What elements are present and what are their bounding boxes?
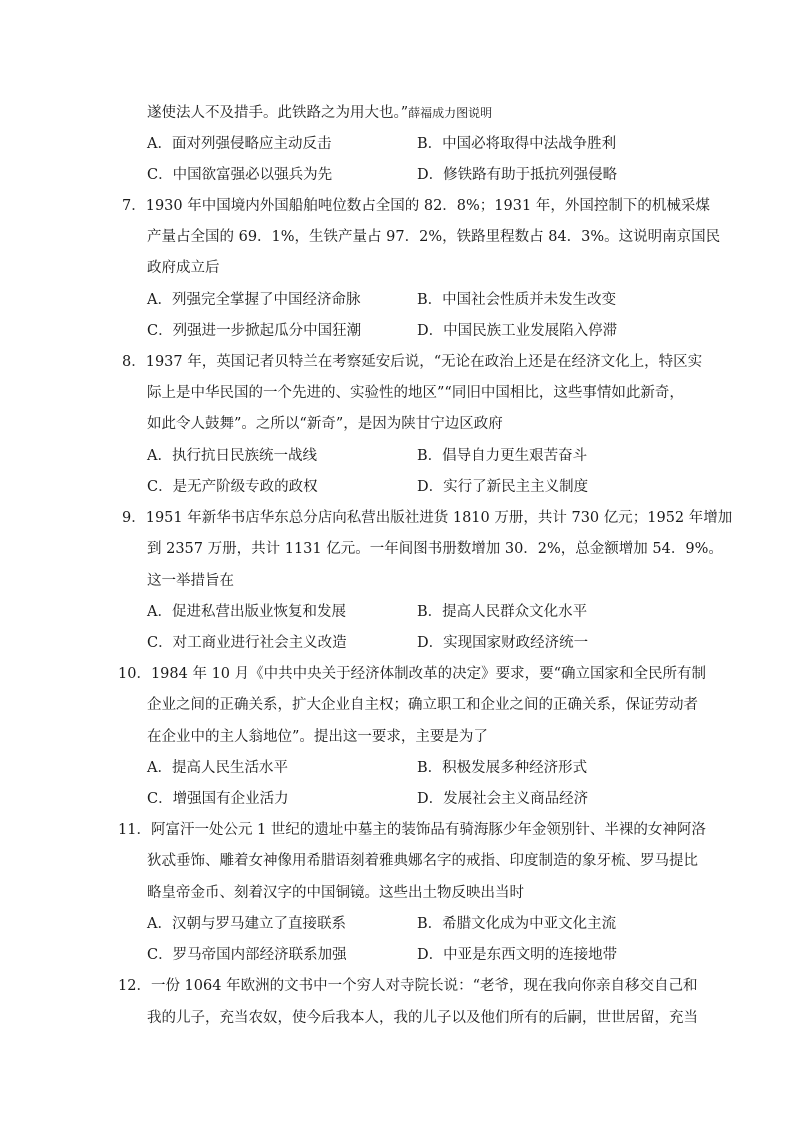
intro-source: 薛福成力图说明 — [408, 106, 493, 120]
question-8-stem-line — [122, 352, 702, 372]
question-number: 9． — [122, 510, 146, 526]
question-11-stem-line — [118, 820, 706, 840]
question-12-stem-line — [118, 976, 697, 996]
option-c[interactable]: C．对工商业进行社会主义改造 — [147, 635, 347, 651]
option-b[interactable]: B．积极发展多种经济形式 — [417, 760, 588, 776]
stem-text: 企业之间的正确关系，扩大企业自主权；确立职工和企业之间的正确关系，保证劳动者 — [147, 697, 698, 713]
option-d[interactable]: D．中亚是东西文明的连接地带 — [417, 947, 618, 963]
question-number: 12． — [118, 978, 151, 994]
stem-text: 如此令人鼓舞”。之所以“新奇”，是因为陕甘宁边区政府 — [147, 416, 503, 432]
option-c[interactable]: C．增强国有企业活力 — [147, 791, 289, 807]
option-c[interactable]: C．中国欲富强必以强兵为先 — [147, 167, 333, 183]
option-d[interactable]: D．发展社会主义商品经济 — [417, 791, 589, 807]
stem-text: 1951 年新华书店华东总分店向私营出版社进货 1810 万册，共计 730 亿元；1952 年增加 — [145, 510, 733, 526]
option-d[interactable]: D．实行了新民主主义制度 — [417, 479, 589, 495]
option-a[interactable]: A．列强完全掌握了中国经济命脉 — [147, 292, 361, 308]
option-a[interactable]: A．执行抗日民族统一战线 — [147, 448, 317, 464]
option-d[interactable]: D．实现国家财政经济统一 — [417, 635, 589, 651]
question-number: 10． — [118, 666, 151, 682]
stem-text: 1930 年中国境内外国船舶吨位数占全国的 82．8%；1931 年，外国控制下的机械采煤 — [145, 198, 710, 214]
stem-text: 1984 年 10 月《中共中央关于经济体制改革的决定》要求，要“确立国家和全民所有制 — [150, 666, 707, 682]
stem-text: 际上是中华民国的一个先进的、实验性的地区”“同旧中国相比，这些事情如此新奇， — [147, 385, 684, 401]
option-a[interactable]: A．提高人民生活水平 — [147, 760, 288, 776]
option-d[interactable]: D．中国民族工业发展陷入停滞 — [417, 323, 618, 339]
option-b[interactable]: B．希腊文化成为中亚文化主流 — [417, 916, 617, 932]
stem-text: 产量占全国的 69．1%，生铁产量占 97．2%，铁路里程数占 84．3%。这说明南京国民 — [147, 229, 721, 245]
option-c[interactable]: C．列强进一步掀起瓜分中国狂潮 — [147, 323, 362, 339]
stem-text: 狄忒垂饰、雕着女神像用希腊语刻着雅典娜名字的戒指、印度制造的象牙梳、罗马提比 — [147, 853, 698, 869]
question-9-stem-line — [122, 508, 732, 528]
option-d[interactable]: D．修铁路有助于抵抗列强侵略 — [417, 167, 618, 183]
question-number: 11． — [118, 822, 151, 838]
question-7-stem-line — [122, 196, 710, 216]
option-b[interactable]: B．中国必将取得中法战争胜利 — [417, 136, 617, 152]
stem-text: 阿富汗一处公元 1 世纪的遗址中墓主的装饰品有骑海豚少年金领别针、半裸的女神阿洛 — [150, 822, 706, 838]
stem-text: 在企业中的主人翁地位”。提出这一要求，主要是为了 — [147, 729, 488, 745]
stem-text: 略皇帝金币、刻着汉字的中国铜镜。这些出土物反映出当时 — [147, 885, 524, 901]
option-c[interactable]: C．罗马帝国内部经济联系加强 — [147, 947, 347, 963]
question-10-stem-line — [118, 664, 706, 684]
stem-text: 政府成立后 — [147, 260, 220, 276]
stem-text: 一份 1064 年欧洲的文书中一个穷人对寺院长说：“老爷，现在我向你亲自移交自己和 — [150, 978, 698, 994]
question-number: 7． — [122, 198, 146, 214]
option-a[interactable]: A．面对列强侵略应主动反击 — [147, 136, 332, 152]
question-number: 8． — [122, 354, 146, 370]
intro-text: 遂使法人不及措手。此铁路之为用大也。” — [147, 105, 409, 121]
stem-text: 这一举措旨在 — [147, 573, 234, 589]
option-a[interactable]: A．汉朝与罗马建立了直接联系 — [147, 916, 346, 932]
option-b[interactable]: B．中国社会性质并未发生改变 — [417, 292, 617, 308]
stem-text: 1937 年，英国记者贝特兰在考察延安后说，“无论在政治上还是在经济文化上，特区实 — [145, 354, 703, 370]
intro-line — [147, 103, 492, 123]
option-a[interactable]: A．促进私营出版业恢复和发展 — [147, 604, 346, 620]
option-c[interactable]: C．是无产阶级专政的政权 — [147, 479, 318, 495]
option-b[interactable]: B．提高人民群众文化水平 — [417, 604, 588, 620]
stem-text: 到 2357 万册，共计 1131 亿元。一年间图书册数增加 30．2%，总金额增加 54．9%。 — [147, 541, 723, 557]
stem-text: 我的儿子，充当农奴，使今后我本人，我的儿子以及他们所有的后嗣，世世居留，充当 — [147, 1010, 698, 1026]
option-b[interactable]: B．倡导自力更生艰苦奋斗 — [417, 448, 588, 464]
